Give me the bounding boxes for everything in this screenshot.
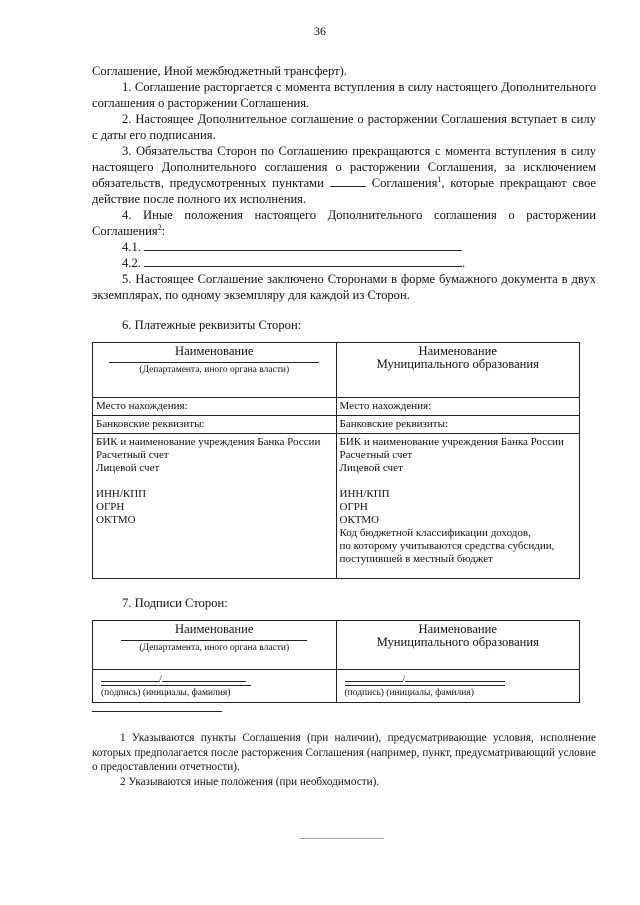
item-4-2-label: 4.2. (122, 256, 141, 270)
paragraph-5: 5. Настоящее Соглашение заключено Сторонами в форме бумажного документа в двух экземплярах, по одному экземпляру для каждой из Сторон. (92, 272, 596, 302)
left-signature-block (93, 670, 337, 703)
left-location: Место нахождения: (93, 398, 337, 416)
right-sign-name: Наименование (418, 622, 497, 636)
footnotes (92, 731, 596, 789)
footnote-divider (92, 711, 222, 712)
left-party-header (93, 343, 337, 398)
paragraph-4-1 (92, 239, 596, 255)
paragraph-4-text: 4. Иные положения настоящего Дополнительного соглашения о расторжении Соглашения (92, 208, 596, 238)
left-party-caption: (Департамента, иного органа власти) (109, 362, 319, 377)
paragraph-4-colon: : (161, 224, 166, 238)
right-account: Расчетный счет (339, 449, 413, 461)
footnote-2: 2 Указываются иные положения (при необходимости). (120, 775, 380, 788)
table-row (93, 343, 580, 398)
paragraph-4-2: 4.2. . (122, 256, 466, 270)
right-location: Место нахождения: (336, 398, 580, 416)
left-party-name: Наименование (175, 344, 254, 358)
right-inn: ИНН/КПП (339, 488, 390, 500)
item-4-1-blank (144, 239, 462, 251)
left-bank-details (93, 434, 337, 579)
table-row (93, 398, 580, 416)
footnote-ref-2: 2 (157, 222, 162, 232)
footnote-1: 1 Указываются пункты Соглашения (при наличии), предусматривающие условия, исполнение которых предполагается после расторжения Соглашения (например, пункт, предусматривающий условие о предоставлении отчетности). (92, 732, 596, 773)
item-4-1-label: 4.1. (122, 240, 141, 254)
clause-blank (330, 175, 366, 187)
left-sign-caption: (Департамента, иного органа власти) (121, 640, 307, 655)
right-signature-block (336, 670, 580, 703)
agreement-body (92, 63, 596, 303)
right-signature-label: (подпись) (инициалы, фамилия) (345, 685, 505, 700)
right-budget-code-3: поступившей в местный бюджет (339, 553, 493, 565)
paragraph-3-agreement-word: Соглашения (371, 176, 438, 190)
signatures-table (92, 620, 580, 703)
right-party-name: Наименование (418, 344, 497, 358)
right-bank-details (336, 434, 580, 579)
table-row (93, 416, 580, 434)
right-budget-code-2: по которому учитываются средства субсидии, (339, 540, 555, 552)
left-bik: БИК и наименование учреждения Банка России (96, 436, 321, 448)
signatures-title: 7. Подписи Сторон: (122, 596, 228, 610)
right-ogrn: ОГРН (339, 501, 368, 513)
paragraph-1: 1. Соглашение расторгается с момента вступления в силу настоящего Дополнительного соглашения о расторжении Соглашения. (92, 80, 596, 110)
right-bank-label: Банковские реквизиты: (336, 416, 580, 434)
left-personal-account: Лицевой счет (96, 462, 160, 474)
right-oktmo: ОКТМО (339, 514, 380, 526)
right-party-header (336, 343, 580, 398)
footnote-ref-1: 1 (437, 174, 442, 184)
paragraph-4 (92, 207, 596, 239)
left-account: Расчетный счет (96, 449, 169, 461)
item-4-2-blank (144, 255, 462, 267)
left-bank-label: Банковские реквизиты: (93, 416, 337, 434)
right-sign-caption: Муниципального образования (376, 635, 539, 649)
requisites-table (92, 342, 580, 579)
paragraph-3 (92, 143, 596, 207)
right-slash: / (402, 674, 406, 685)
table-row (93, 621, 580, 670)
right-party-caption: Муниципального образования (376, 357, 539, 371)
paragraph-2: 2. Настоящее Дополнительное соглашение о расторжении Соглашения вступает в силу с даты его подписания. (92, 112, 596, 142)
right-sign-header (336, 621, 580, 670)
table-row (93, 434, 580, 579)
left-sign-name: Наименование (175, 622, 254, 636)
right-personal-account: Лицевой счет (339, 462, 403, 474)
page-number: 36 (314, 24, 326, 38)
paragraph-3-tail: , которые прекращают свое действие после полного их исполнения. (92, 176, 596, 206)
page-bottom-rule (300, 838, 384, 839)
requisites-title: 6. Платежные реквизиты Сторон: (122, 318, 302, 332)
paragraph-3-text: 3. Обязательства Сторон по Соглашению прекращаются с момента вступления в силу настоящего Дополнительного соглашения о расторжении Соглашения, за исключением обязательств, предусмотренных пунктами (92, 144, 596, 190)
left-sign-header (93, 621, 337, 670)
left-inn: ИНН/КПП (96, 488, 147, 500)
right-budget-code-1: Код бюджетной классификации доходов, (339, 527, 531, 539)
left-ogrn: ОГРН (96, 501, 125, 513)
paragraph-0: Соглашение, Иной межбюджетный трансферт). (92, 64, 347, 78)
left-signature-label: (подпись) (инициалы, фамилия) (101, 685, 251, 700)
left-slash: / (159, 674, 162, 685)
table-row (93, 670, 580, 703)
left-oktmo: ОКТМО (96, 514, 136, 526)
right-bik: БИК и наименование учреждения Банка России (339, 436, 564, 448)
